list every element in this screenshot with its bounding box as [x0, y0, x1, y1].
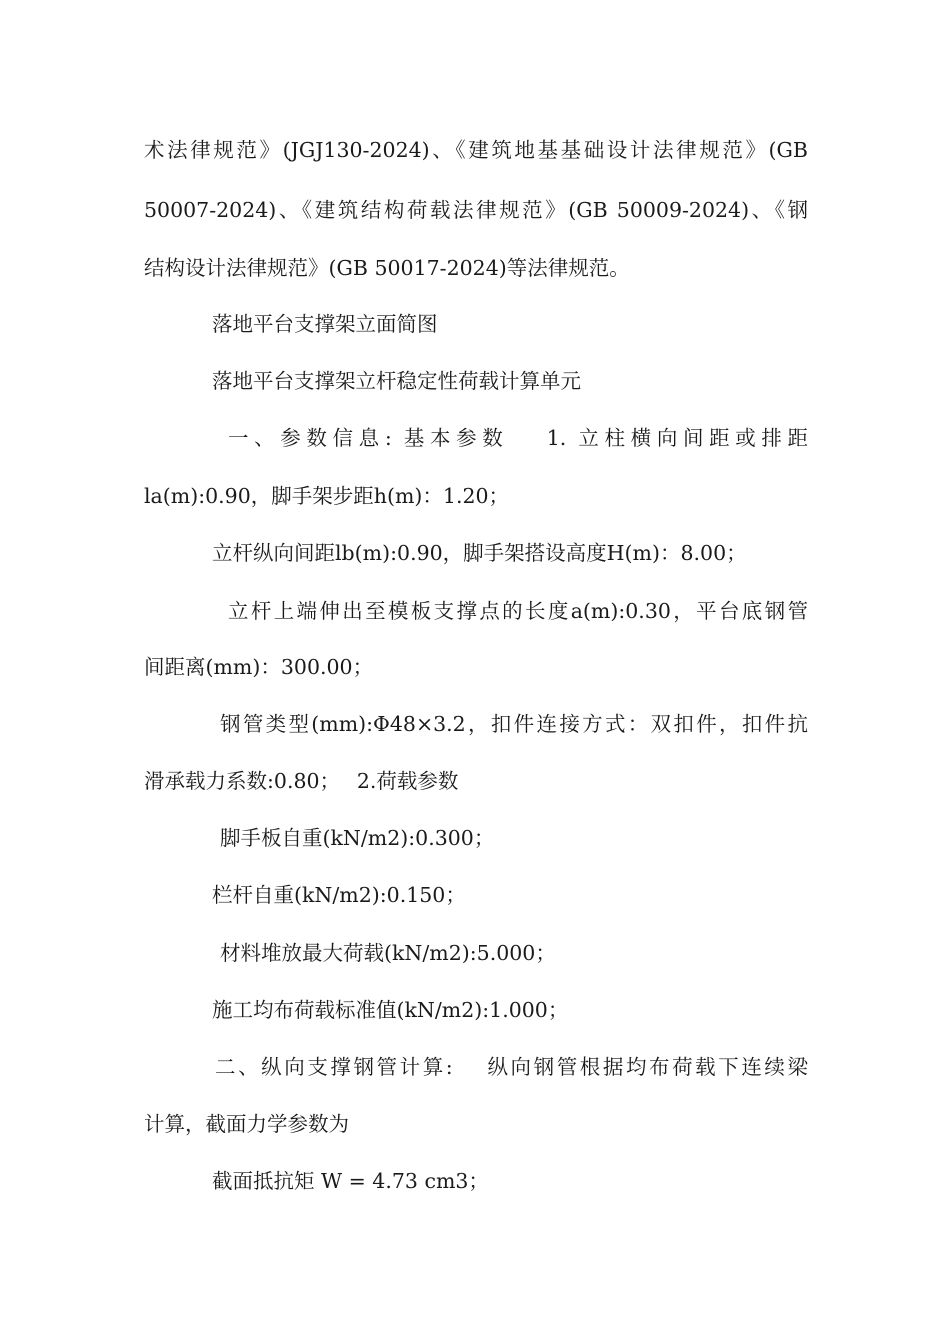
text-line: 一、参数信息: 基本参数 1. 立柱横向间距或排距: [228, 426, 808, 450]
text-line: 栏杆自重(kN/m2):0.150；: [212, 883, 466, 907]
text-line: 脚手板自重(kN/m2):0.300；: [220, 826, 495, 850]
section-heading: 二、纵向支撑钢管计算: 纵向钢管根据均布荷载下连续梁: [215, 1055, 808, 1079]
text-line: 间距离(mm)：300.00；: [144, 655, 374, 679]
text-line: 立杆上端伸出至模板支撑点的长度a(m):0.30，平台底钢管: [228, 599, 808, 623]
text-line: 立杆纵向间距lb(m):0.90，脚手架搭设高度H(m)：8.00；: [212, 541, 747, 565]
diagram-caption: 落地平台支撑架立面简图: [212, 312, 438, 336]
text-line: 截面抵抗矩 W = 4.73 cm3；: [212, 1169, 489, 1193]
text-line: 计算，截面力学参数为: [144, 1112, 349, 1136]
text-line: 施工均布荷载标准值(kN/m2):1.000；: [212, 998, 569, 1022]
text-line: 材料堆放最大荷载(kN/m2):5.000；: [220, 941, 556, 965]
section-heading: 落地平台支撑架立杆稳定性荷载计算单元: [212, 369, 581, 393]
text-line: 钢管类型(mm):Φ48×3.2，扣件连接方式：双扣件，扣件抗: [220, 712, 808, 736]
text-line: 50007-2024)、《建筑结构荷载法律规范》(GB 50009-2024)、《钢: [144, 198, 808, 222]
text-line: 术法律规范》(JGJ130-2024)、《建筑地基基础设计法律规范》(GB: [144, 138, 808, 162]
text-line: 滑承载力系数:0.80； 2.荷载参数: [144, 769, 459, 793]
text-line: la(m):0.90，脚手架步距h(m)：1.20；: [144, 484, 510, 508]
text-line: 结构设计法律规范》(GB 50017-2024)等法律规范。: [144, 256, 630, 280]
